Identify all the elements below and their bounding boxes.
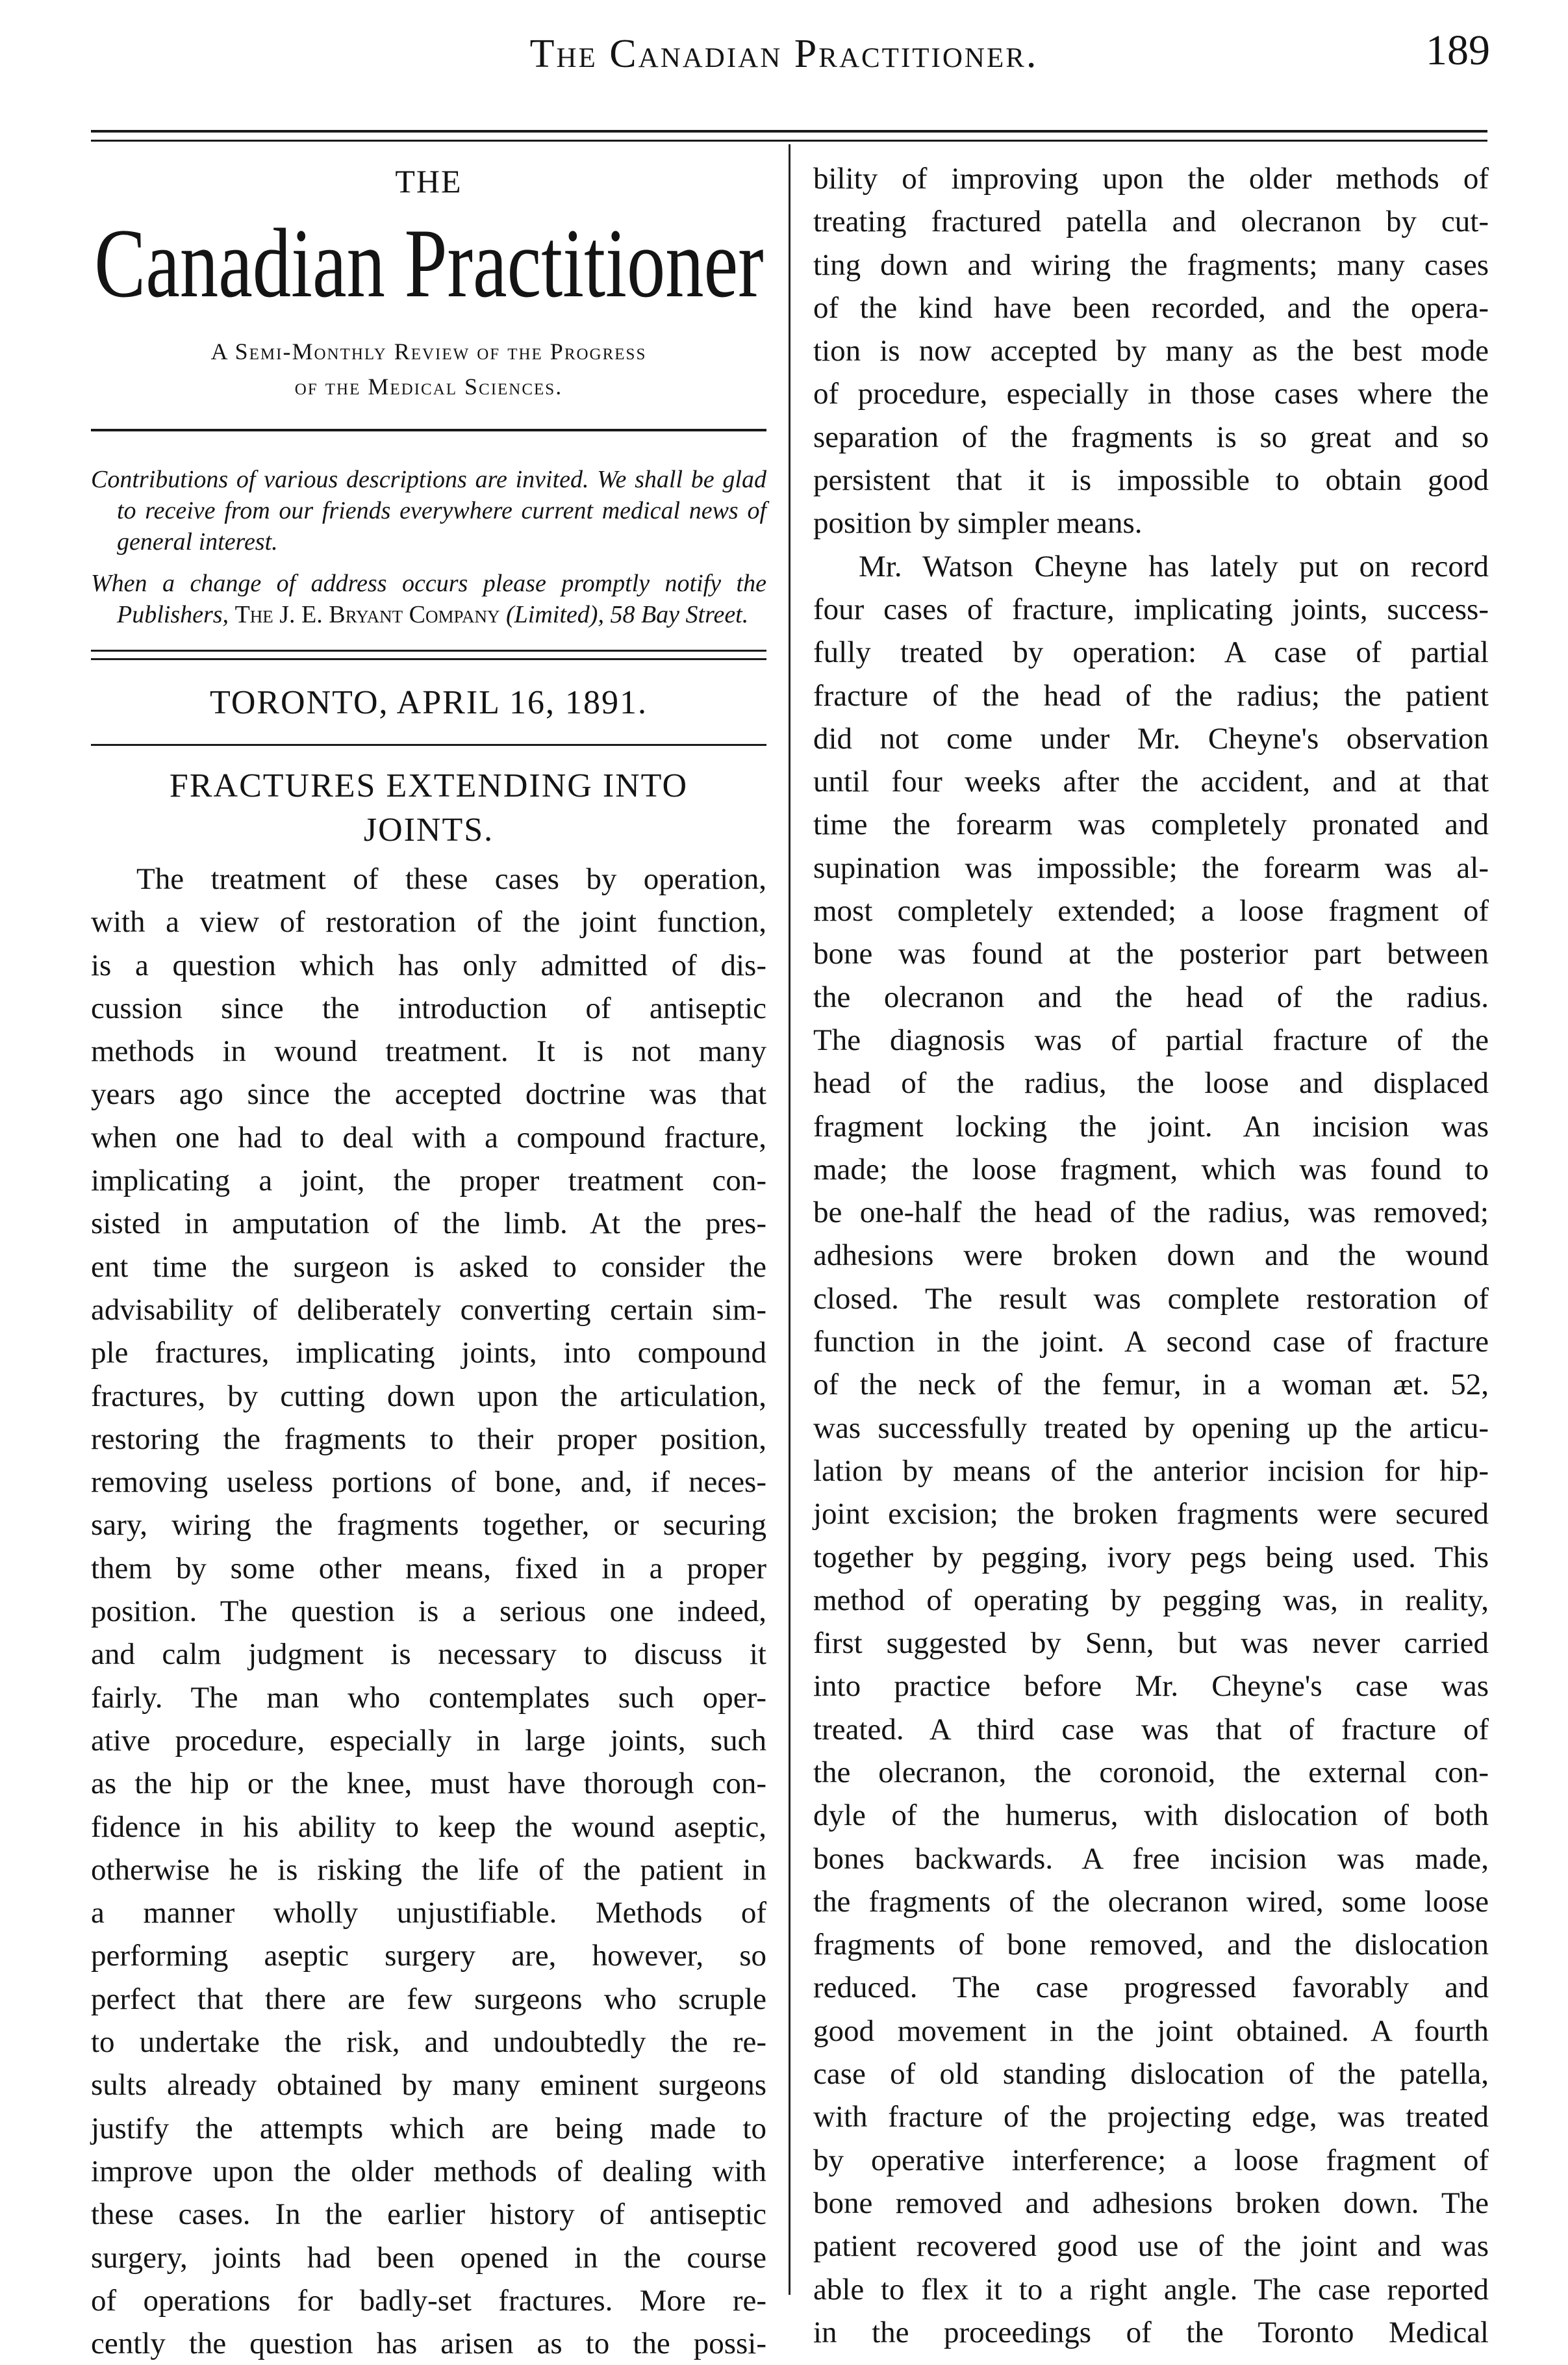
text-line: adhesions were broken down and the wound (813, 1238, 1489, 1273)
text-line: most completely extended; a loose fragment of (813, 894, 1489, 928)
text-line: time the forearm was completely pronated and (813, 808, 1489, 842)
text-line: The treatment of these cases by operation, (136, 862, 766, 896)
text-line: with fracture of the projecting edge, was treated (813, 2100, 1489, 2134)
dateline-rule-bottom (91, 744, 766, 746)
text-line: ple fractures, implicating joints, into compound (91, 1336, 766, 1370)
text-line: fully treated by operation: A case of partial (813, 635, 1489, 670)
text-line: ent time the surgeon is asked to consider the (91, 1249, 766, 1284)
article-title-line2: JOINTS. (363, 812, 494, 849)
text-line: made; the loose fragment, which was found to (813, 1152, 1489, 1186)
text-line: by operative interference; a loose fragment of (813, 2143, 1489, 2177)
text-line: good movement in the joint obtained. A fourth (813, 2013, 1489, 2048)
masthead-rule (91, 429, 766, 431)
address-notice-text: When a change of address occurs please promptly notify the Publishers, (91, 570, 766, 628)
text-line: cussion since the introduction of antiseptic (91, 991, 766, 1025)
text-line: methods in wound treatment. It is not many (91, 1034, 766, 1069)
text-line: years ago since the accepted doctrine was that (91, 1077, 766, 1112)
text-line: sults already obtained by many eminent surgeons (91, 2068, 766, 2103)
text-line: in the proceedings of the Toronto Medical (813, 2315, 1489, 2349)
running-head (0, 25, 1568, 90)
text-line: be one-half the head of the radius, was removed; (813, 1195, 1489, 1230)
text-line: treating fractured patella and olecranon by cut- (813, 205, 1489, 239)
text-line: and calm judgment is necessary to discuss it (91, 1637, 766, 1672)
text-line: to undertake the risk, and undoubtedly the re- (91, 2025, 766, 2060)
text-line: supination was impossible; the forearm was al- (813, 850, 1489, 885)
text-line: otherwise he is risking the life of the patient in (91, 1852, 766, 1887)
text-line: dyle of the humerus, with dislocation of both (813, 1798, 1489, 1833)
text-line: ative procedure, especially in large joints, such (91, 1723, 766, 1758)
text-line: the olecranon and the head of the radius. (813, 980, 1489, 1014)
text-line: Mr. Watson Cheyne has lately put on record (859, 549, 1489, 583)
text-line: cently the question has arisen as to the possi- (91, 2327, 766, 2361)
masthead-subtitle (91, 334, 766, 404)
text-line: fragments of bone removed, and the dislocation (813, 1928, 1489, 1962)
text-line: fracture of the head of the radius; the patient (813, 678, 1489, 713)
text-line: them by some other means, fixed in a proper (91, 1551, 766, 1585)
page-number: 189 (1426, 27, 1490, 74)
text-line: of operations for badly-set fractures. More re- (91, 2283, 766, 2318)
text-line: bone removed and adhesions broken down. The (813, 2186, 1489, 2220)
text-line: sary, wiring the fragments together, or securing (91, 1508, 766, 1542)
text-line: improve upon the older methods of dealing with (91, 2154, 766, 2188)
contributions-notice: Contributions of various descriptions are invited. We shall be glad to receive from our friends everywhere current medical news of general interest. (91, 466, 766, 556)
text-line: into practice before Mr. Cheyne's case was (813, 1669, 1489, 1704)
text-line: did not come under Mr. Cheyne's observation (813, 721, 1489, 756)
text-line: four cases of fracture, implicating joints, success- (813, 592, 1489, 626)
running-title: The Canadian Practitioner. (529, 32, 1039, 76)
text-line: advisability of deliberately converting certain sim- (91, 1292, 766, 1327)
text-line: with a view of restoration of the joint function, (91, 905, 766, 940)
text-line: first suggested by Senn, but was never carried (813, 1626, 1489, 1661)
text-line: patient recovered good use of the joint and was (813, 2229, 1489, 2264)
header-rule-bottom (91, 140, 1487, 142)
text-line: separation of the fragments is so great and so (813, 420, 1489, 454)
text-line: as the hip or the knee, must have thorough con- (91, 1767, 766, 1801)
text-line: ting down and wiring the fragments; many cases (813, 248, 1489, 282)
text-line: bone was found at the posterior part between (813, 937, 1489, 971)
text-line: joint excision; the broken fragments were secured (813, 1497, 1489, 1531)
text-line: the fragments of the olecranon wired, some loose (813, 1884, 1489, 1919)
text-line: was successfully treated by opening up the articu- (813, 1411, 1489, 1445)
text-line: the olecranon, the coronoid, the external con- (813, 1755, 1489, 1789)
right-column (813, 149, 1489, 2354)
masthead-the: THE (395, 163, 462, 199)
text-line: implicating a joint, the proper treatment con- (91, 1164, 766, 1198)
text-line: surgery, joints had been opened in the course (91, 2240, 766, 2275)
text-line: perfect that there are few surgeons who scruple (91, 1982, 766, 2016)
text-line: case of old standing dislocation of the patella, (813, 2057, 1489, 2091)
text-line: lation by means of the anterior incision for hip- (813, 1453, 1489, 1488)
text-line: removing useless portions of bone, and, if neces- (91, 1465, 766, 1500)
masthead-title: Canadian Practitioner (94, 209, 764, 318)
text-line: together by pegging, ivory pegs being used. This (813, 1540, 1489, 1574)
text-line: restoring the fragments to their proper position, (91, 1422, 766, 1456)
text-line: bones backwards. A free incision was made, (813, 1841, 1489, 1876)
text-line: sisted in amputation of the limb. At the pres- (91, 1207, 766, 1241)
text-line: performing aseptic surgery are, however, so (91, 1939, 766, 1973)
text-line: reduced. The case progressed favorably and (813, 1971, 1489, 2005)
article-body-right (813, 157, 1489, 2354)
text-line: fairly. The man who contemplates such oper- (91, 1680, 766, 1715)
text-line: of procedure, especially in those cases where the (813, 377, 1489, 411)
address-notice-tail: (Limited), 58 Bay Street. (499, 601, 749, 628)
masthead-subtitle-line2: of the Medical Sciences. (294, 374, 563, 400)
dateline: TORONTO, APRIL 16, 1891. (210, 684, 648, 721)
dateline-rule-top-2 (91, 658, 766, 660)
text-line: treated. A third case was that of fracture of (813, 1712, 1489, 1746)
text-line: these cases. In the earlier history of antiseptic (91, 2197, 766, 2232)
text-line: method of operating by pegging was, in reality, (813, 1583, 1489, 1617)
masthead-subtitle-line1: A Semi-Monthly Review of the Progress (210, 339, 647, 364)
dateline-rule-top-1 (91, 650, 766, 652)
text-line: fidence in his ability to keep the wound aseptic, (91, 1809, 766, 1844)
article-body-left (91, 858, 766, 2365)
left-column (91, 149, 766, 2365)
text-line: justify the attempts which are being made to (91, 2111, 766, 2145)
text-line: fragment locking the joint. An incision was (813, 1109, 1489, 1144)
text-line: able to flex it to a right angle. The case reported (813, 2272, 1489, 2307)
header-rule-top (91, 130, 1487, 133)
text-line: head of the radius, the loose and displaced (813, 1066, 1489, 1101)
column-divider (789, 144, 790, 2295)
text-line: when one had to deal with a compound fracture, (91, 1120, 766, 1155)
text-line: of the neck of the femur, in a woman æt. 52, (813, 1368, 1489, 1402)
text-line: a manner wholly unjustifiable. Methods of (91, 1896, 766, 1930)
text-line: until four weeks after the accident, and at that (813, 765, 1489, 799)
text-line: The diagnosis was of partial fracture of the (813, 1023, 1489, 1057)
publisher-name: The J. E. Bryant Company (234, 601, 500, 628)
text-line: fractures, by cutting down upon the articulation, (91, 1379, 766, 1413)
text-line: closed. The result was complete restoration of (813, 1281, 1489, 1316)
address-notice (91, 568, 766, 630)
text-line: position by simpler means. (813, 506, 1143, 541)
text-line: is a question which has only admitted of dis- (91, 948, 766, 982)
text-line: tion is now accepted by many as the best mode (813, 334, 1489, 368)
text-line: of the kind have been recorded, and the opera- (813, 290, 1489, 325)
text-line: position. The question is a serious one indeed, (91, 1594, 766, 1629)
text-line: persistent that it is impossible to obtain good (813, 463, 1489, 498)
article-title-line1: FRACTURES EXTENDING INTO (169, 767, 689, 804)
text-line: bility of improving upon the older methods of (813, 162, 1489, 196)
article-title (91, 764, 766, 852)
text-line: function in the joint. A second case of fracture (813, 1325, 1489, 1359)
